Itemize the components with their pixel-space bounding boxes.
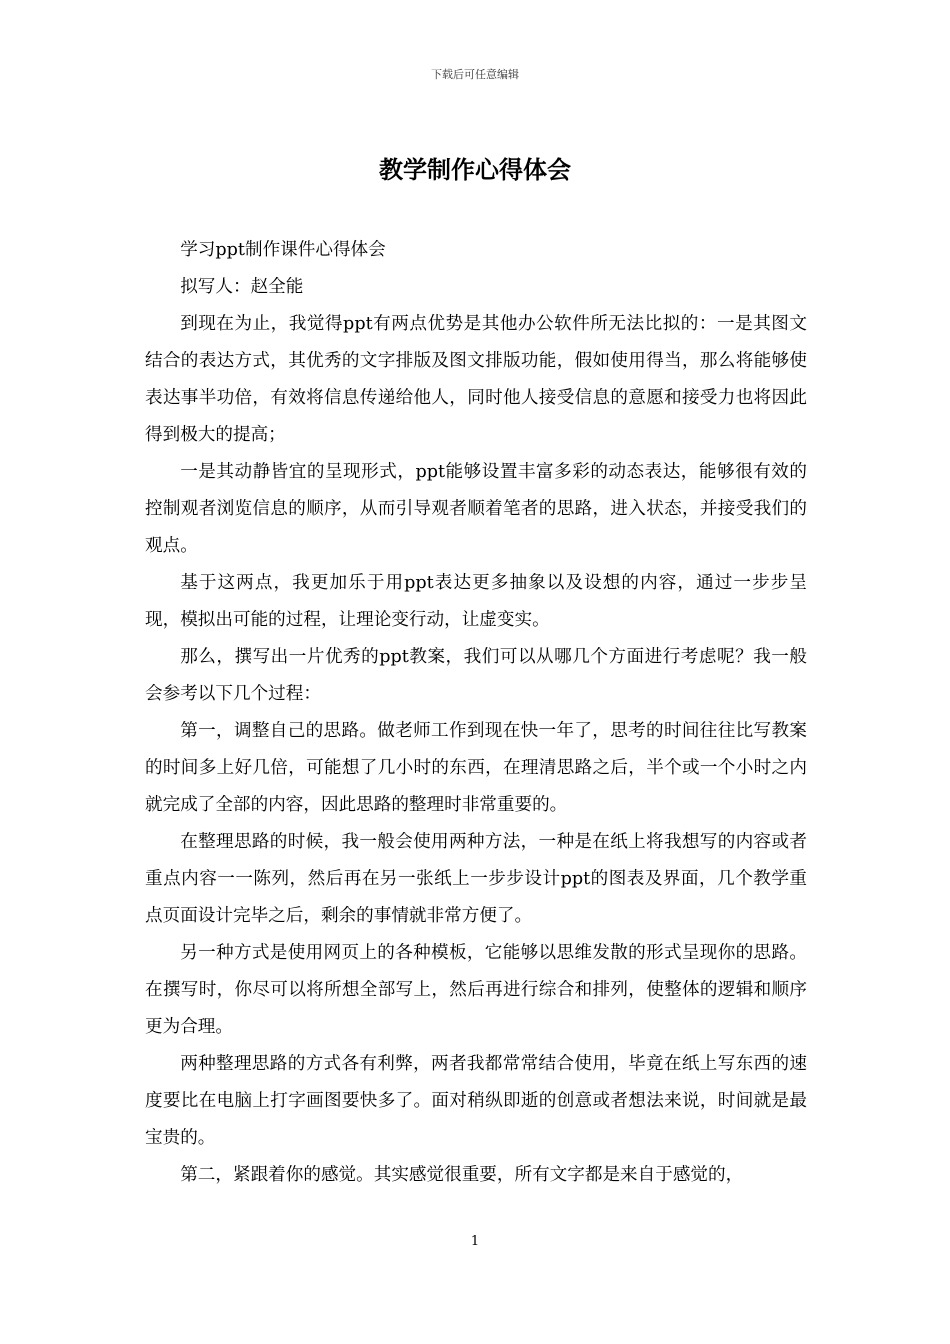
paragraph: 基于这两点，我更加乐于用ppt表达更多抽象以及设想的内容，通过一步步呈现，模拟出可能的过程，让理论变行动，让虚变实。 [145, 573, 807, 630]
paragraph: 一是其动静皆宜的呈现形式，ppt能够设置丰富多彩的动态表达，能够很有效的控制观者浏览信息的顺序，从而引导观者顺着笔者的思路，进入状态，并接受我们的观点。 [145, 462, 807, 556]
paragraph: 那么，撰写出一片优秀的ppt教案，我们可以从哪几个方面进行考虑呢？我一般会参考以下几个过程： [145, 647, 807, 704]
paragraph: 另一种方式是使用网页上的各种模板，它能够以思维发散的形式呈现你的思路。在撰写时，你尽可以将所想全部写上，然后再进行综合和排列，使整体的逻辑和顺序更为合理。 [145, 943, 807, 1037]
document-title: 教学制作心得体会 [379, 155, 571, 184]
paragraph: 在整理思路的时候，我一般会使用两种方法，一种是在纸上将我想写的内容或者重点内容一一陈列，然后再在另一张纸上一步步设计ppt的图表及界面，几个教学重点页面设计完毕之后，剩余的事情就非常方便了。 [145, 832, 807, 926]
paragraph-subtitle: 学习ppt制作课件心得体会 [180, 240, 386, 260]
paragraph: 第一，调整自己的思路。做老师工作到现在快一年了，思考的时间往往比写教案的时间多上好几倍，可能想了几小时的东西，在理清思路之后，半个或一个小时之内就完成了全部的内容，因此思路的整理时非常重要的。 [145, 721, 807, 815]
paragraph: 两种整理思路的方式各有利弊，两者我都常常结合使用，毕竟在纸上写东西的速度要比在电脑上打字画图要快多了。面对稍纵即逝的创意或者想法来说，时间就是最宝贵的。 [145, 1054, 807, 1148]
paragraph: 第二，紧跟着你的感觉。其实感觉很重要，所有文字都是来自于感觉的， [180, 1165, 744, 1185]
page-number: 1 [470, 1234, 480, 1249]
paragraph: 到现在为止，我觉得ppt有两点优势是其他办公软件所无法比拟的：一是其图文结合的表达方式，其优秀的文字排版及图文排版功能，假如使用得当，那么将能够使表达事半功倍，有效将信息传递给他人，同时他人接受信息的意愿和接受力也将因此得到极大的提高； [145, 314, 807, 445]
paragraph-author: 拟写人：赵全能 [180, 277, 304, 297]
document-body [145, 232, 807, 1194]
page-header-note: 下载后可任意编辑 [431, 68, 519, 81]
